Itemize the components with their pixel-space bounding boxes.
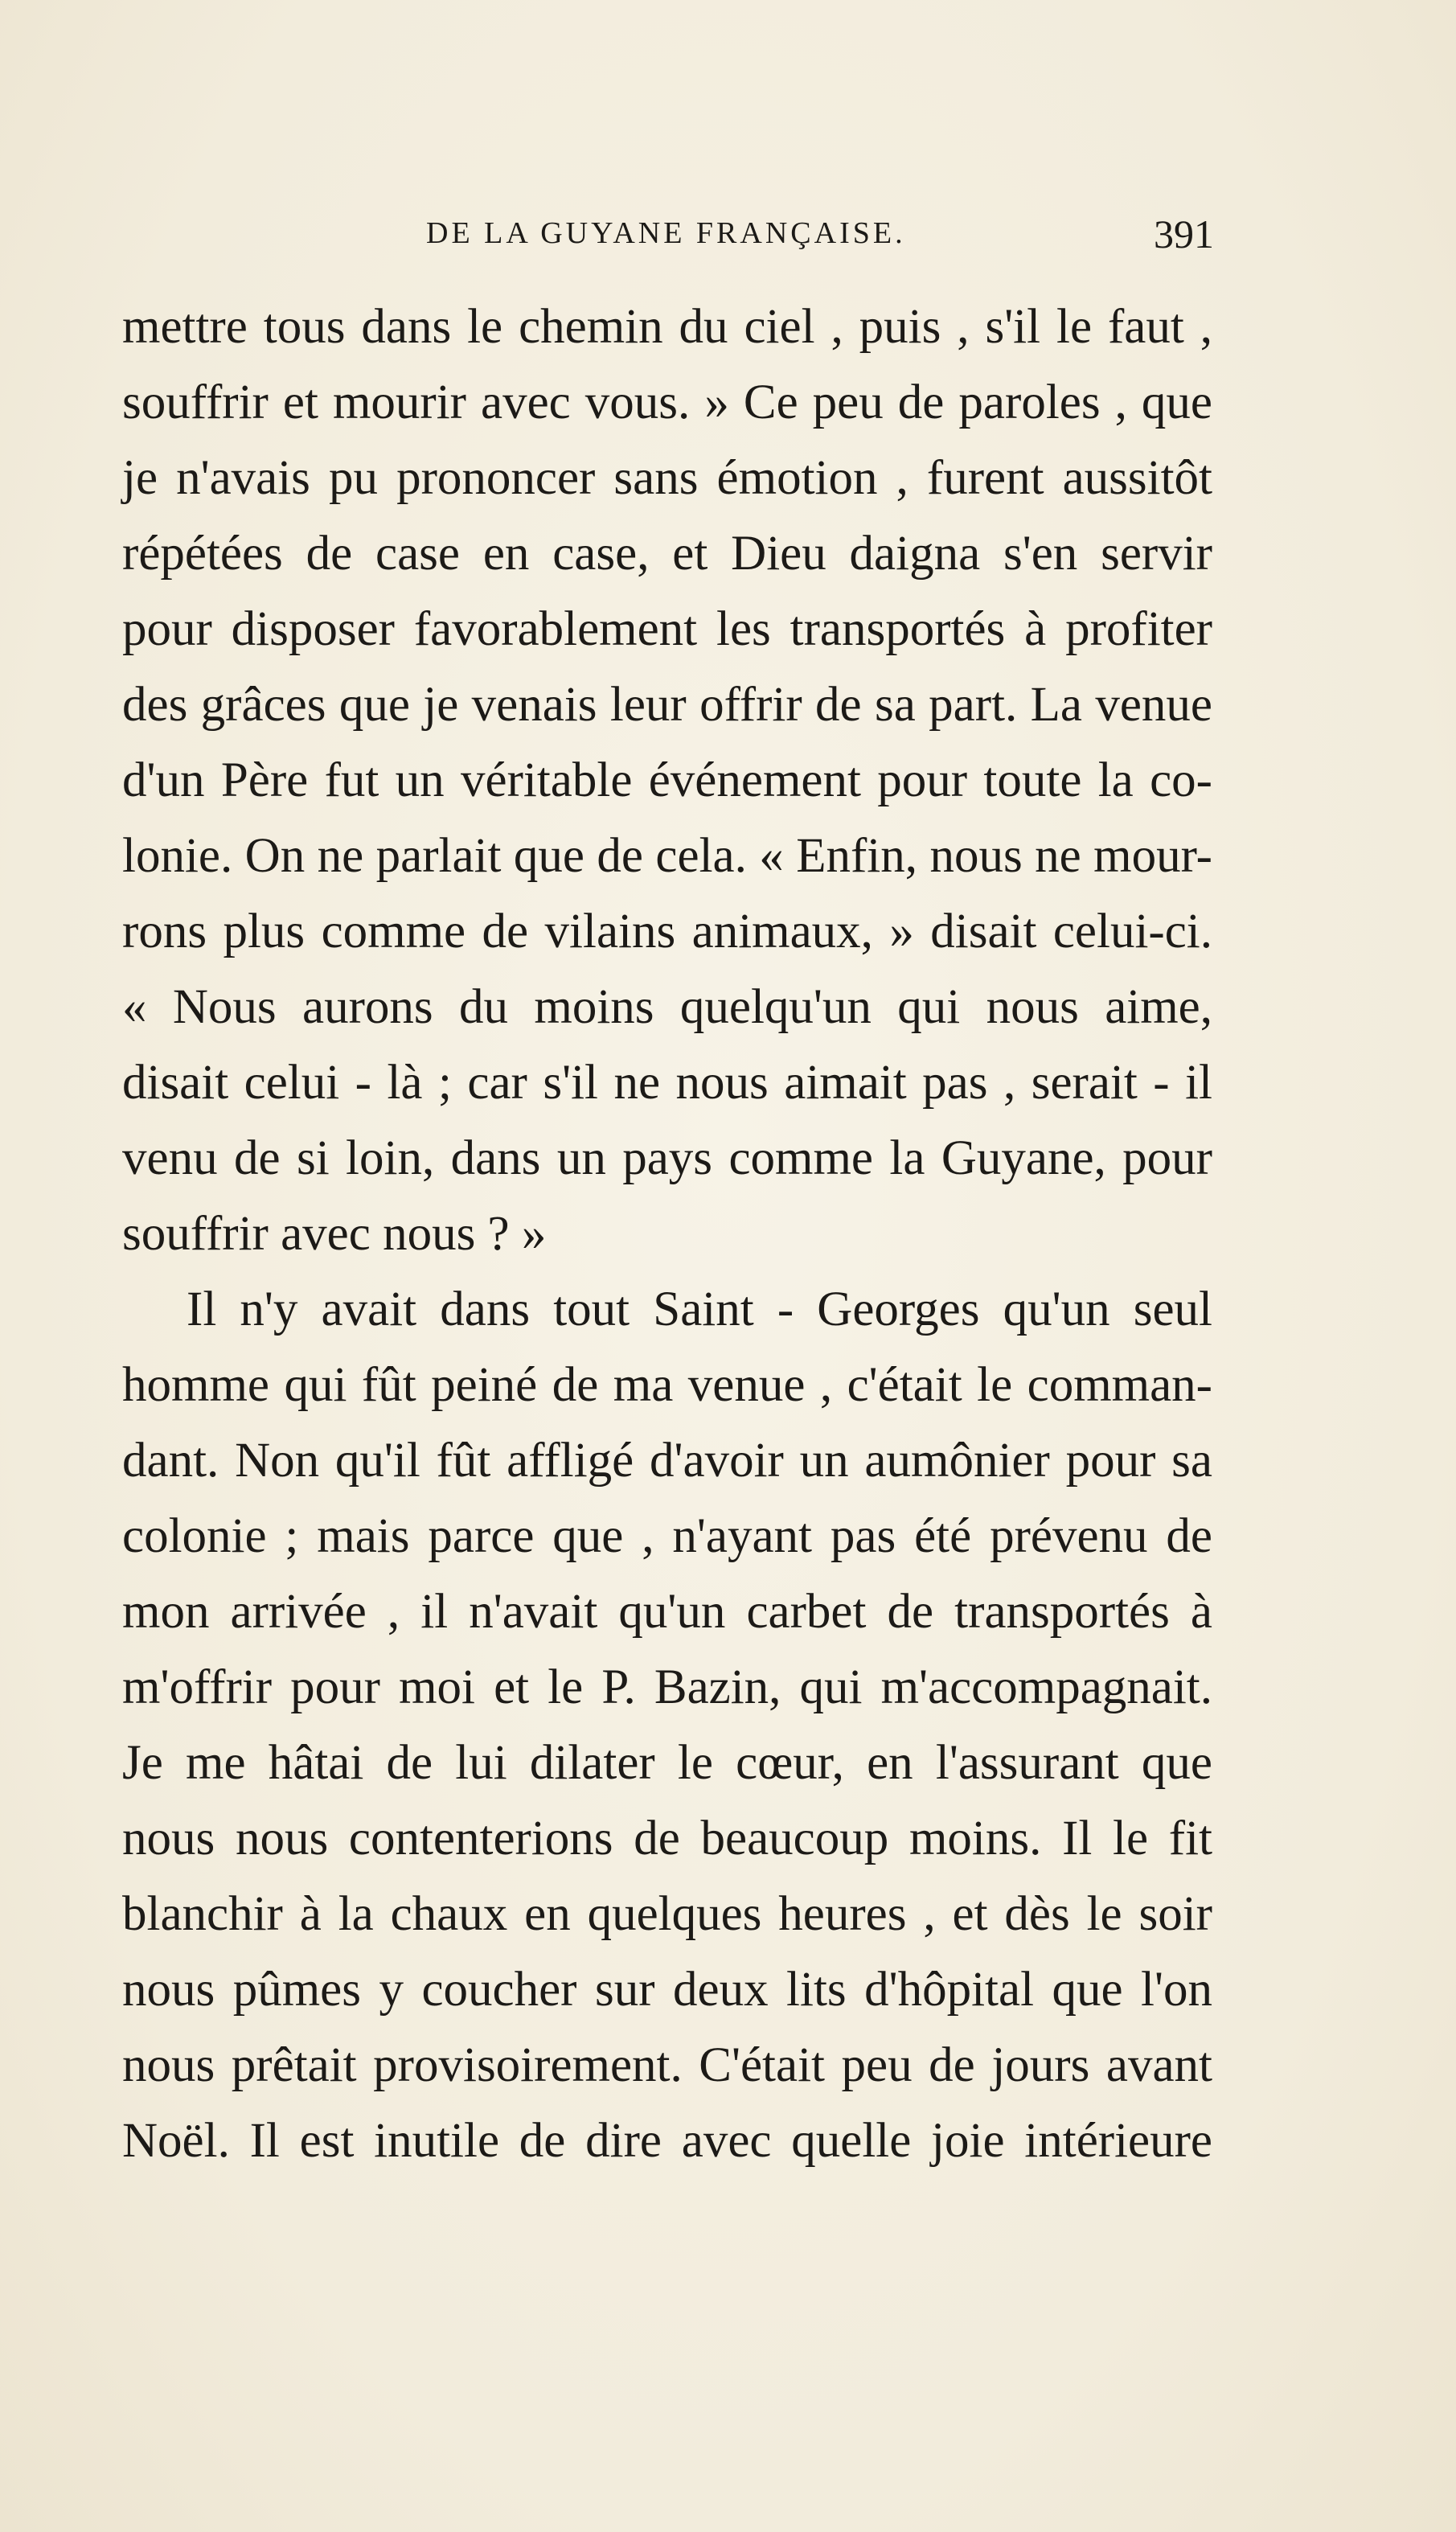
body-text	[122, 289, 1212, 2179]
text-line: blanchir à la chaux en quelques heures , et dès le soir	[122, 1887, 1212, 1941]
text-line: pour disposer favorablement les transportés à profiter	[122, 602, 1212, 656]
text-line: « Nous aurons du moins quelqu'un qui nous aime,	[122, 980, 1212, 1034]
text-line: disait celui - là ; car s'il ne nous aimait pas , serait - il	[122, 1056, 1212, 1110]
text-line: mon arrivée , il n'avait qu'un carbet de transportés à	[122, 1585, 1212, 1639]
text-line: rons plus comme de vilains animaux, » disait celui-ci.	[122, 905, 1212, 958]
text-line: d'un Père fut un véritable événement pour toute la co-	[122, 753, 1212, 807]
text-line: Noël. Il est inutile de dire avec quelle joie intérieure	[122, 2114, 1212, 2168]
running-title: DE LA GUYANE FRANÇAISE.	[426, 216, 906, 250]
text-line: nous prêtait provisoirement. C'était peu de jours avant	[122, 2038, 1212, 2092]
text-line: nous nous contenterions de beaucoup moins. Il le fit	[122, 1812, 1212, 1865]
text-line: mettre tous dans le chemin du ciel , puis , s'il le faut ,	[122, 300, 1212, 354]
text-line: colonie ; mais parce que , n'ayant pas été prévenu de	[122, 1509, 1212, 1563]
text-line: dant. Non qu'il fût affligé d'avoir un aumônier pour sa	[122, 1434, 1212, 1488]
text-line: Je me hâtai de lui dilater le cœur, en l'assurant que	[122, 1736, 1212, 1790]
text-line: des grâces que je venais leur offrir de sa part. La venue	[122, 678, 1212, 732]
text-line: homme qui fût peiné de ma venue , c'était le comman-	[122, 1358, 1212, 1412]
running-head	[426, 211, 1214, 264]
page-number: 391	[1154, 211, 1214, 256]
text-line: répétées de case en case, et Dieu daigna s'en servir	[122, 527, 1212, 581]
text-line-paragraph-start: Il n'y avait dans tout Saint - Georges qu'un seul	[187, 1282, 1212, 1336]
text-line: je n'avais pu prononcer sans émotion , furent aussitôt	[122, 451, 1212, 505]
text-line: lonie. On ne parlait que de cela. « Enfin, nous ne mour-	[122, 829, 1212, 883]
text-line: m'offrir pour moi et le P. Bazin, qui m'accompagnait.	[122, 1660, 1212, 1714]
text-line: nous pûmes y coucher sur deux lits d'hôpital que l'on	[122, 1963, 1212, 2017]
text-line-paragraph-end: souffrir avec nous ? »	[122, 1207, 547, 1261]
text-line: souffrir et mourir avec vous. » Ce peu de paroles , que	[122, 375, 1212, 429]
text-line: venu de si loin, dans un pays comme la Guyane, pour	[122, 1131, 1212, 1185]
